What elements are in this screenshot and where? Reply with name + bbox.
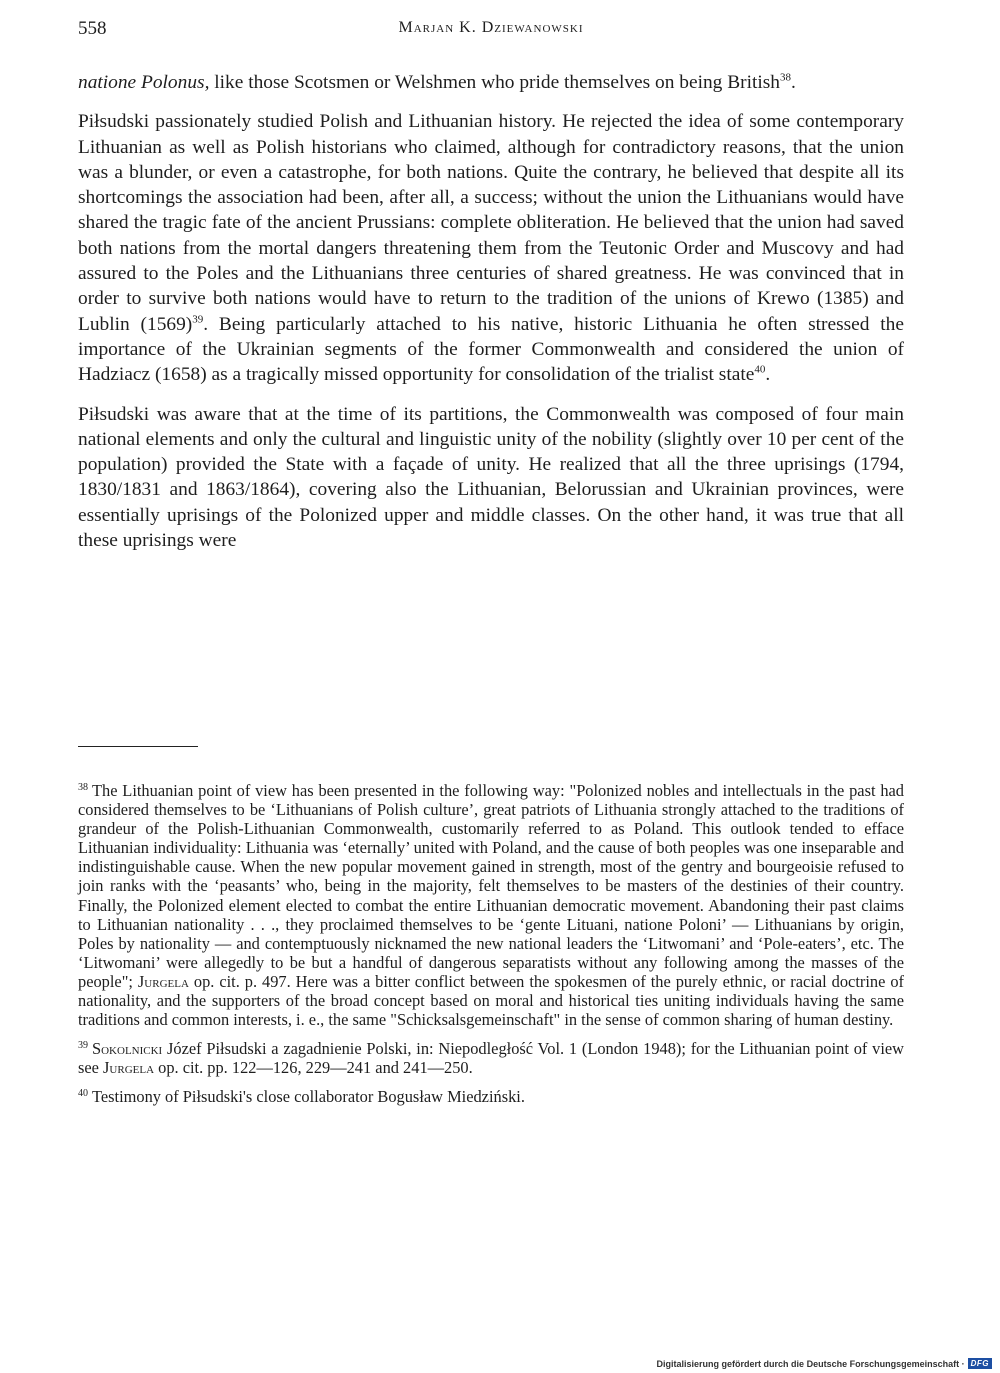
footnote-separator xyxy=(78,746,198,747)
page-header xyxy=(78,18,904,44)
footnote-39-text-1: Józef Piłsudski a zagadnienie Polski, in: Niepodległość Vol. 1 (London 1948); for the Lithuanian point of view see xyxy=(78,1039,904,1078)
footnote-38-text-2: op. cit. p. 497. Here was a bitter conflict between the spokesmen of the purely ethnic, or racial doctrine of nationality, and the supporters of the broad concept based on moral and historical ties uniting individuals having the same traditions and common interests, i. e., the same "Schicksalsgemeinschaft" in the sense of common sharing of human destiny. xyxy=(78,971,904,1030)
paragraph-2-text-1: Piłsudski passionately studied Polish and Lithuanian history. He rejected the idea of some contemporary Lithuanian as well as Polish historians who claimed, although for contradictory reasons, that the union was a blunder, or even a catastrophe, for both nations. Quite the contrary, he believed that despite all its shortcomings the association had been, after all, a success; without the union the Lithuanians would have shared the tragic fate of the ancient Prussians: complete obliteration. He believed that the union had saved both nations from the mortal dangers threatening them from the Teutonic Order and Muscovy and had assured to the Poles and the Lithuanians three centuries of shared greatness. He was convinced that in order to survive both nations would have to return to the tradition of the unions of Krewo (1385) and Lublin (1569) xyxy=(78,111,904,335)
footnote-39-text-2: op. cit. pp. 122—126, 229—241 and 241—250. xyxy=(154,1058,473,1078)
footnote-ref-40[interactable]: 40 xyxy=(754,363,766,376)
cited-author: Sokolnicki xyxy=(92,1039,163,1059)
footnote-38 xyxy=(78,781,904,1029)
footnote-40 xyxy=(78,1087,904,1106)
footnote-39 xyxy=(78,1039,904,1077)
paragraph-1-text: like those Scotsmen or Welshmen who pride themselves on being British xyxy=(209,72,780,93)
paragraph-2 xyxy=(78,109,904,387)
cited-author: Jurgela xyxy=(137,971,189,991)
footnotes xyxy=(78,781,904,1107)
dfg-logo-icon: DFG xyxy=(968,1358,992,1369)
footnote-38-text-1: The Lithuanian point of view has been presented in the following way: "Polonized nobles and intellectuals in the past had considered themselves to be ‘Lithuanians of Polish culture’, great patriots of Lithuania strongly attached to the traditions of grandeur of the Polish-Lithuanian Commonwealth, customarily referred to as Poland. This outlook tended to efface Lithuanian individuality: Lithuania was ‘eternally’ united with Poland, and the cause of both peoples was one inseparable and indistinguishable cause. When the new popular movement gained in strength, most of the gentry and bourgeoisie refused to join ranks with the ‘peasants’ who, being in the majority, felt themselves to be masters of the destinies of their country. Finally, the Polonized element elected to combat the entire Lithuanian democratic movement. Abandoning their past claims to Lithuanian nationality . . ., they proclaimed themselves to be ‘gente Lituani, natione Poloni’ — Lithuanians by origin, Poles by nationality — and contemptuously nicknamed the new national leaders the ‘Litwomani’ and ‘Pole-eaters’, etc. The ‘Litwomani’ were allegedly to be but a handful of dangerous separatists without any following among the masses of the people"; xyxy=(78,781,904,991)
paragraph-1 xyxy=(78,70,904,95)
footnote-number: 39 xyxy=(78,1039,88,1051)
footnote-ref-39[interactable]: 39 xyxy=(192,313,204,326)
paragraph-2-end: . xyxy=(765,364,771,386)
page-number: 558 xyxy=(78,18,107,39)
main-text xyxy=(78,70,904,553)
credit-text: Digitalisierung gefördert durch die Deutsche Forschungsgemeinschaft · xyxy=(656,1358,965,1369)
digitization-credit xyxy=(657,1358,992,1369)
paragraph-3: Piłsudski was aware that at the time of its partitions, the Commonwealth was composed of four main national elements and only the cultural and linguistic unity of the nobility (slightly over 10 per cent of the population) provided the State with a façade of unity. He realized that all the three uprisings (1794, 1830/1831 and 1863/1864), covering also the Lithuanian, Belorussian and Ukrainian provinces, were essentially uprisings of the Polonized upper and middle classes. On the other hand, it was true that all these uprisings were xyxy=(78,403,904,552)
italic-phrase: natione Polonus, xyxy=(78,72,210,93)
paragraph-1-end: . xyxy=(791,72,796,93)
running-head: Marjan K. Dziewanowski xyxy=(398,19,584,36)
footnote-ref-38[interactable]: 38 xyxy=(780,71,791,84)
footnote-number: 40 xyxy=(78,1087,88,1099)
cited-author: Jurgela xyxy=(103,1058,155,1078)
footnote-number: 38 xyxy=(78,781,88,793)
footnote-40-text: Testimony of Piłsudski's close collaborator Bogusław Miedziński. xyxy=(92,1087,525,1107)
paragraph-2-text-2: . Being particularly attached to his native, historic Lithuania he often stressed the importance of the Ukrainian segments of the former Commonwealth and considered the union of Hadziacz (1658) as a tragically missed opportunity for consolidation of the trialist state xyxy=(78,313,904,386)
